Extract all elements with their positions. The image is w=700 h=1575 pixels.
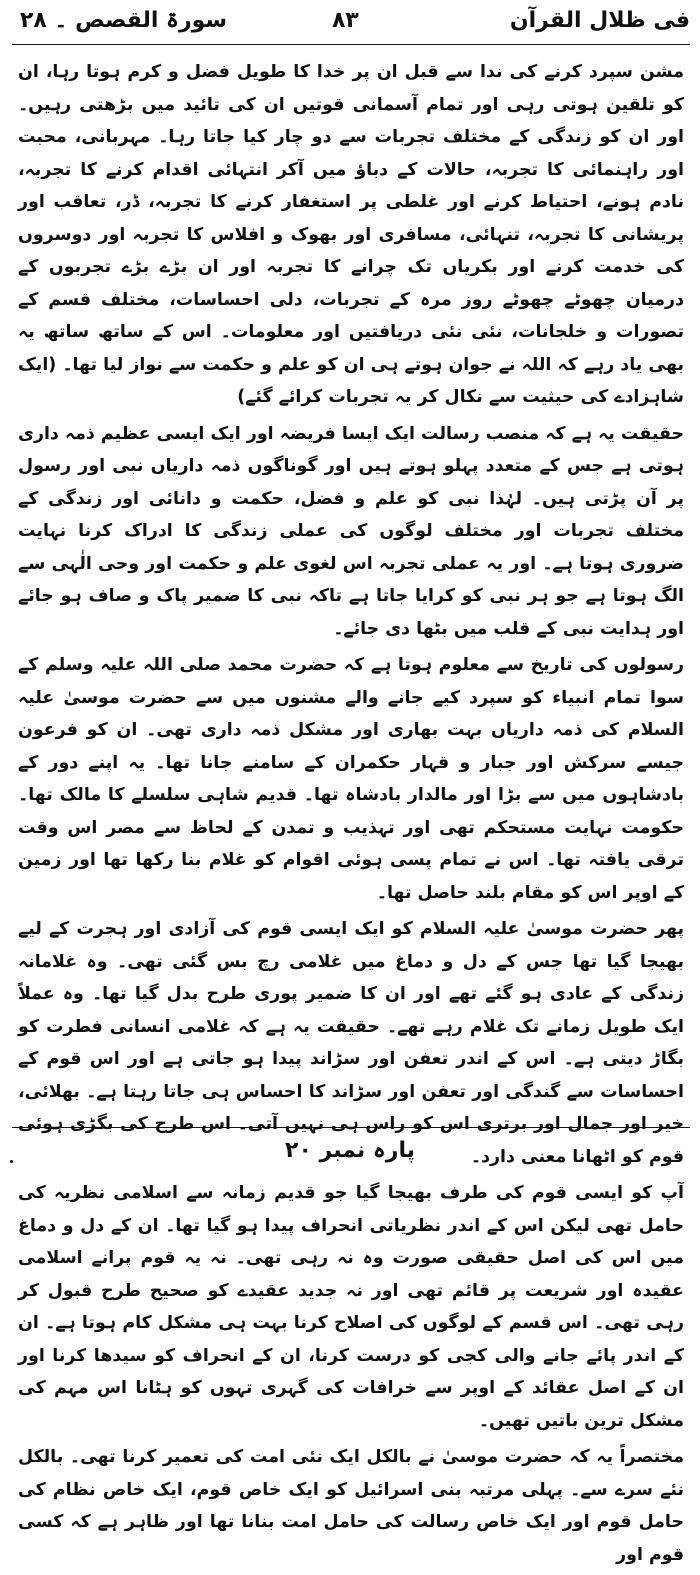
paragraph-1: مشن سپرد کرنے کی ندا سے قبل ان پر خدا کا طویل فضل و کرم ہوتا رہا، ان کو تلقین ہوتی رہی اور تمام آسمانی قوتیں ان کی تائید میں بڑھتی رہیں۔ اور ان کو زندگی کے مختلف تجربات سے دو چار کیا جاتا رہا۔ مہربانی، محبت اور راہنمائی کا تجربہ، حالات کے دباؤ میں آکر انتہائی اقدام کرنے کا تجربہ، نادم ہونے، احتیاط کرنے اور غلطی پر استغفار کرنے کا تجربہ، ڈر، تعاقب اور پریشانی کا تجربہ، تنہائی، مسافری اور بھوک و افلاس کا تجربہ اور دوسروں کی خدمت کرنے اور بکریاں تک چرانے کا تجربہ اور ان بڑے بڑے تجربوں کے درمیان چھوٹے چھوٹے روز مرہ کے تجربات، دلی احساسات، مختلف قسم کے تصورات و خلجانات، نئی نئی دریافتیں اور معلومات۔ اس کے ساتھ ساتھ یہ بھی یاد رہے کہ اللہ نے جوان ہوتے ہی ان کو علم و حکمت سے نواز لیا تھا۔ (ایک شاہزادے کی حیثیت سے نکال کر یہ تجربات کرائے گئے) [18,62,684,407]
scan-speck [10,1160,13,1163]
para-number-footer: پارہ نمبر ۲۰ [285,1138,415,1163]
page-body [18,56,684,1575]
book-title: فی ظلال القرآن [509,8,690,33]
paragraph-3: رسولوں کی تاریخ سے معلوم ہوتا ہے کہ حضرت محمد صلی اللہ علیہ وسلم کے سوا تمام انبیاء کو سپرد کیے جانے والے مشنوں میں سے حضرت موسیٰ علیہ السلام کی ذمہ داریاں بہت بھاری اور مشکل ذمہ داری تھی۔ ان کو فرعون جیسے سرکش اور جبار و قہار حکمران کے سامنے جانا تھا۔ یہ اپنے دور کے بادشاہوں میں سے بڑا اور مالدار بادشاہ تھا۔ قدیم شاہی سلسلے کا مالک تھا۔ حکومت نہایت مستحکم تھی اور تہذیب و تمدن کے لحاظ سے مصر اس وقت ترقی یافتہ تھا۔ اس نے تمام پسی ہوئی اقوام کو غلام بنا رکھا تھا اور زمین کے اوپر اس کو مقام بلند حاصل تھا۔ [18,655,684,903]
page-header [12,4,690,42]
footer-divider [12,1127,690,1128]
paragraph-4: پھر حضرت موسیٰ علیہ السلام کو ایک ایسی قوم کی آزادی اور ہجرت کے لیے بھیجا گیا تھا جس کے دل و دماغ میں غلامی رچ بس گئی تھی۔ وہ غلامانہ زندگی کے عادی ہو گئے تھے اور ان کا ضمیر پوری طرح بدل گیا تھا۔ وہ عملاً ایک طویل زمانے تک غلام رہے تھے۔ حقیقت یہ ہے کہ غلامی انسانی فطرت کو بگاڑ دیتی ہے۔ اس کے اندر تعفن اور سڑاند پیدا ہو جاتی ہے اور اس قوم کے احساسات سے گندگی اور تعفن اور سڑاند کا احساس ہی جاتا رہتا ہے۔ بھلائی، خیر اور جمال اور برتری اس کو راس ہی نہیں آتی۔ اس طرح کی بگڑی ہوئی قوم کو اٹھانا معنی دارد۔ [18,919,684,1167]
paragraph-6: مختصراً یہ کہ حضرت موسیٰ نے بالکل ایک نئی امت کی تعمیر کرنا تھی۔ بالکل نئے سرے سے۔ پہلی مرتبہ بنی اسرائیل کو ایک خاص قوم، ایک خاص نظام کی حامل قوم اور ایک خاص رسالت کی حامل امت بنانا تھا اور ظاہر ہے کہ کسی قوم اور [18,1447,684,1565]
page-number: ۸۳ [332,8,359,33]
paragraph-2: حقیقت یہ ہے کہ منصب رسالت ایک ایسا فریضہ اور ایک ایسی عظیم ذمہ داری ہوتی ہے جس کے متعدد پہلو ہوتے ہیں اور گوناگوں ذمہ داریاں نبی اور رسول پر آن پڑتی ہیں۔ لہٰذا نبی کو علم و فضل، حکمت و دانائی اور زندگی کے مختلف تجربات اور مختلف لوگوں کی عملی زندگی کا ادراک کرنا نہایت ضروری ہوتا ہے۔ اور یہ عملی تجربہ اس لغوی علم و حکمت اور وحی الٰہی سے الگ ہوتا ہے جو ہر نبی کو کرایا جاتا ہے تاکہ نبی کا ضمیر پاک و صاف ہو جائے اور ہدایت نبی کے قلب میں بٹھا دی جائے۔ [18,423,684,639]
surah-label: سورۃ القصص ۔ ۲۸ [20,8,228,33]
header-divider [12,44,690,45]
paragraph-5: آپ کو ایسی قوم کی طرف بھیجا گیا جو قدیم زمانہ سے اسلامی نظریہ کی حامل تھی لیکن اس کے اندر نظریاتی انحراف پیدا ہو گیا تھا۔ ان کے دل و دماغ میں اس کی اصل حقیقی صورت وہ نہ رہی تھی۔ نہ یہ قوم پرانے اسلامی عقیدہ اور شریعت پر قائم تھی اور نہ جدید عقیدے کو صحیح طرح قبول کر رہی تھی۔ اس قسم کے لوگوں کی اصلاح کرنا بہت ہی مشکل کام ہوتا ہے۔ ان کے اندر پائے جانے والی کجی کو درست کرنا، ان کے انحراف کو سیدھا کرنا اور ان کے اصل عقائد کے اوپر سے خرافات کی گہری تہوں کو ہٹانا اس مہم کی مشکل ترین باتیں تھیں۔ [18,1183,684,1431]
